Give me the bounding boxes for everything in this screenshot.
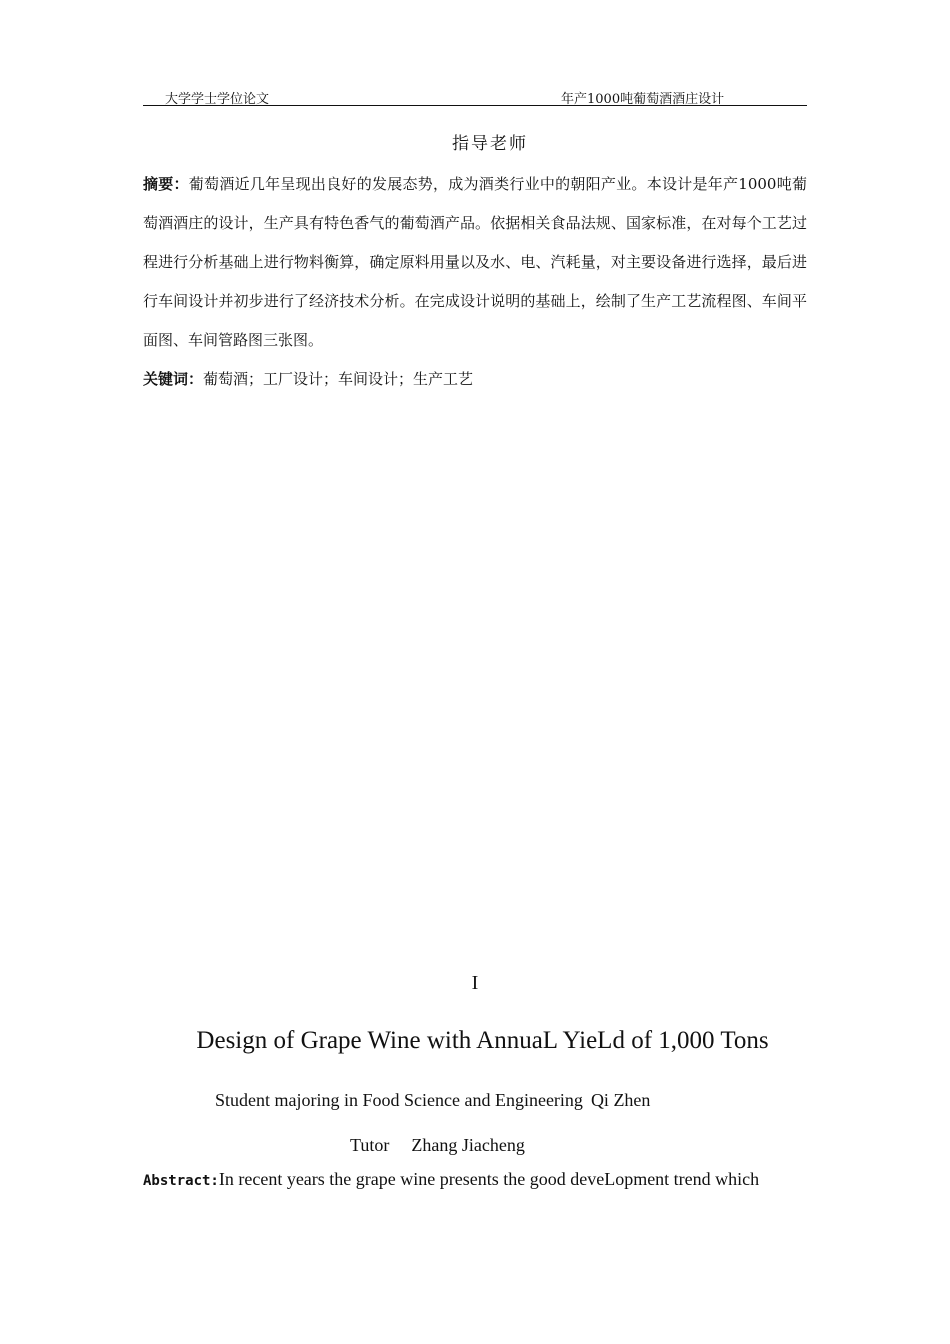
tutor-heading-cn: 指导老师 bbox=[452, 134, 528, 154]
page-number: I bbox=[471, 972, 479, 994]
abstract-cn-label: 摘要： bbox=[143, 175, 189, 193]
english-student-line bbox=[215, 1090, 650, 1111]
english-title: Design of Grape Wine with AnnuaL YieLd of 1,000 Tons bbox=[196, 1027, 769, 1054]
keywords-cn bbox=[143, 368, 473, 389]
tutor-label: Tutor bbox=[350, 1135, 390, 1155]
abstract-en bbox=[143, 1169, 759, 1190]
header-thesis-type: 大学学士学位论文 bbox=[165, 92, 270, 107]
student-name: Qi Zhen bbox=[590, 1090, 651, 1110]
english-tutor-line bbox=[350, 1135, 525, 1156]
student-major: Student majoring in Food Science and Engineering bbox=[215, 1090, 583, 1110]
keywords-cn-text: 葡萄酒；工厂设计；车间设计；生产工艺 bbox=[203, 370, 474, 388]
header-thesis-title: 年产1000吨葡萄酒酒庄设计 bbox=[561, 92, 725, 107]
keywords-cn-label: 关键词： bbox=[143, 370, 204, 388]
abstract-cn bbox=[143, 165, 807, 360]
abstract-en-label: Abstract: bbox=[143, 1173, 219, 1189]
abstract-en-text: In recent years the grape wine presents the good deveLopment trend which bbox=[218, 1169, 760, 1189]
header-rule bbox=[143, 105, 807, 106]
tutor-name: Zhang Jiacheng bbox=[411, 1135, 525, 1155]
abstract-cn-text: 葡萄酒近几年呈现出良好的发展态势，成为酒类行业中的朝阳产业。本设计是年产1000吨葡萄酒酒庄的设计，生产具有特色香气的葡萄酒产品。依据相关食品法规、国家标准，在对每个工艺过程进行分析基础上进行物料衡算，确定原料用量以及水、电、汽耗量，对主要设备进行选择，最后进行车间设计并初步进行了经济技术分析。在完成设计说明的基础上，绘制了生产工艺流程图、车间平面图、车间管路图三张图。 bbox=[143, 175, 807, 349]
